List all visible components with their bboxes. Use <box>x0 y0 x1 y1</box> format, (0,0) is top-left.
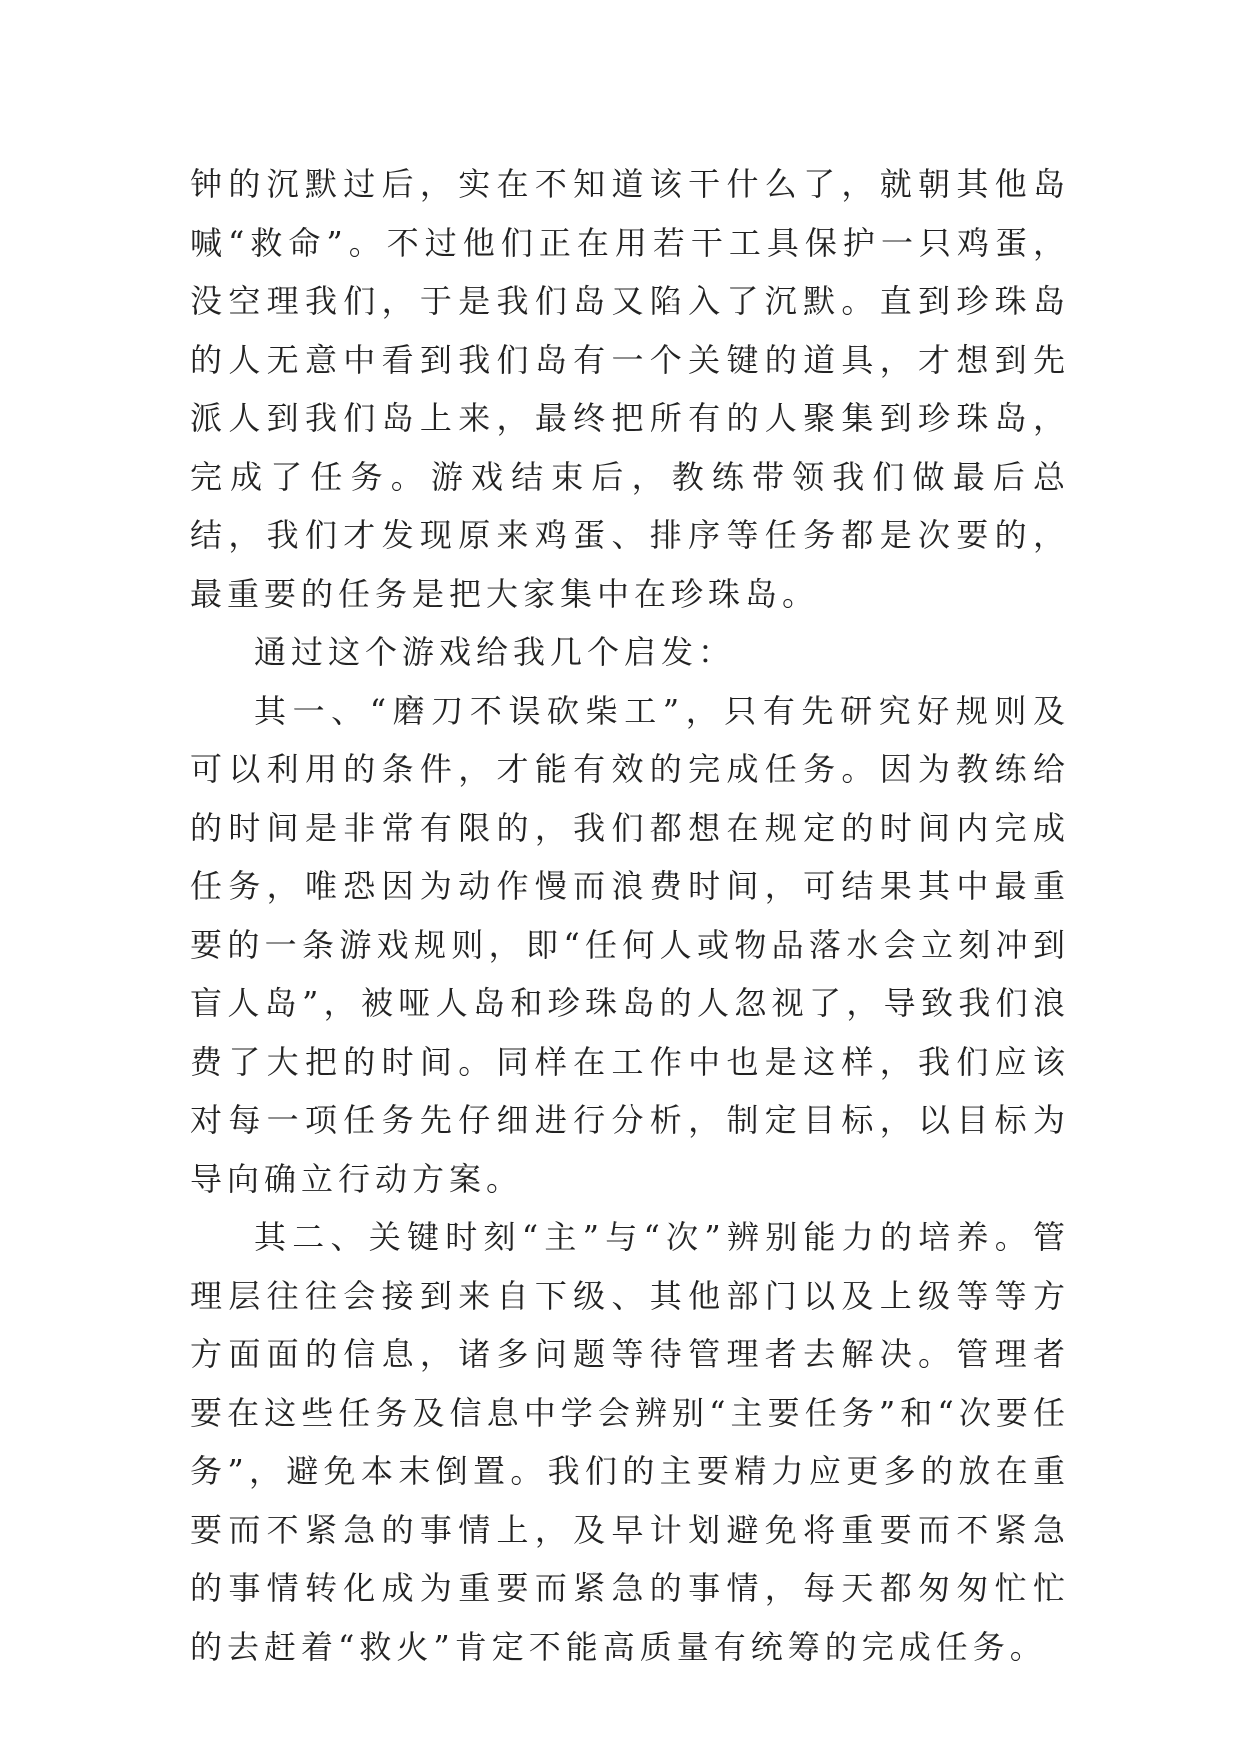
paragraph-inspiration-intro: 通过这个游戏给我几个启发： <box>254 633 736 671</box>
document-body <box>190 155 1070 1676</box>
paragraph-point-two: 其二、关键时刻“主”与“次”辨别能力的培养。管理层往往会接到来自下级、其他部门以及上级等等方方面面的信息，诸多问题等待管理者去解决。管理者要在这些任务及信息中学会辨别“主要任务”和“次要任务”，避免本末倒置。我们的主要精力应更多的放在重要而不紧急的事情上，及早计划避免将重要而不紧急的事情转化成为重要而紧急的事情，每天都匆匆忙忙的去赶着“救火”肯定不能高质量有统筹的完成任务。 <box>190 1218 1070 1666</box>
paragraph-continuation: 钟的沉默过后，实在不知道该干什么了，就朝其他岛喊“救命”。不过他们正在用若干工具保护一只鸡蛋，没空理我们，于是我们岛又陷入了沉默。直到珍珠岛的人无意中看到我们岛有一个关键的道具，才想到先派人到我们岛上来，最终把所有的人聚集到珍珠岛，完成了任务。游戏结束后，教练带领我们做最后总结，我们才发现原来鸡蛋、排序等任务都是次要的，最重要的任务是把大家集中在珍珠岛。 <box>190 165 1070 613</box>
paragraph-point-one: 其一、“磨刀不误砍柴工”，只有先研究好规则及可以利用的条件，才能有效的完成任务。因为教练给的时间是非常有限的，我们都想在规定的时间内完成任务，唯恐因为动作慢而浪费时间，可结果其中最重要的一条游戏规则，即“任何人或物品落水会立刻冲到盲人岛”，被哑人岛和珍珠岛的人忽视了，导致我们浪费了大把的时间。同样在工作中也是这样，我们应该对每一项任务先仔细进行分析，制定目标，以目标为导向确立行动方案。 <box>190 691 1070 1198</box>
